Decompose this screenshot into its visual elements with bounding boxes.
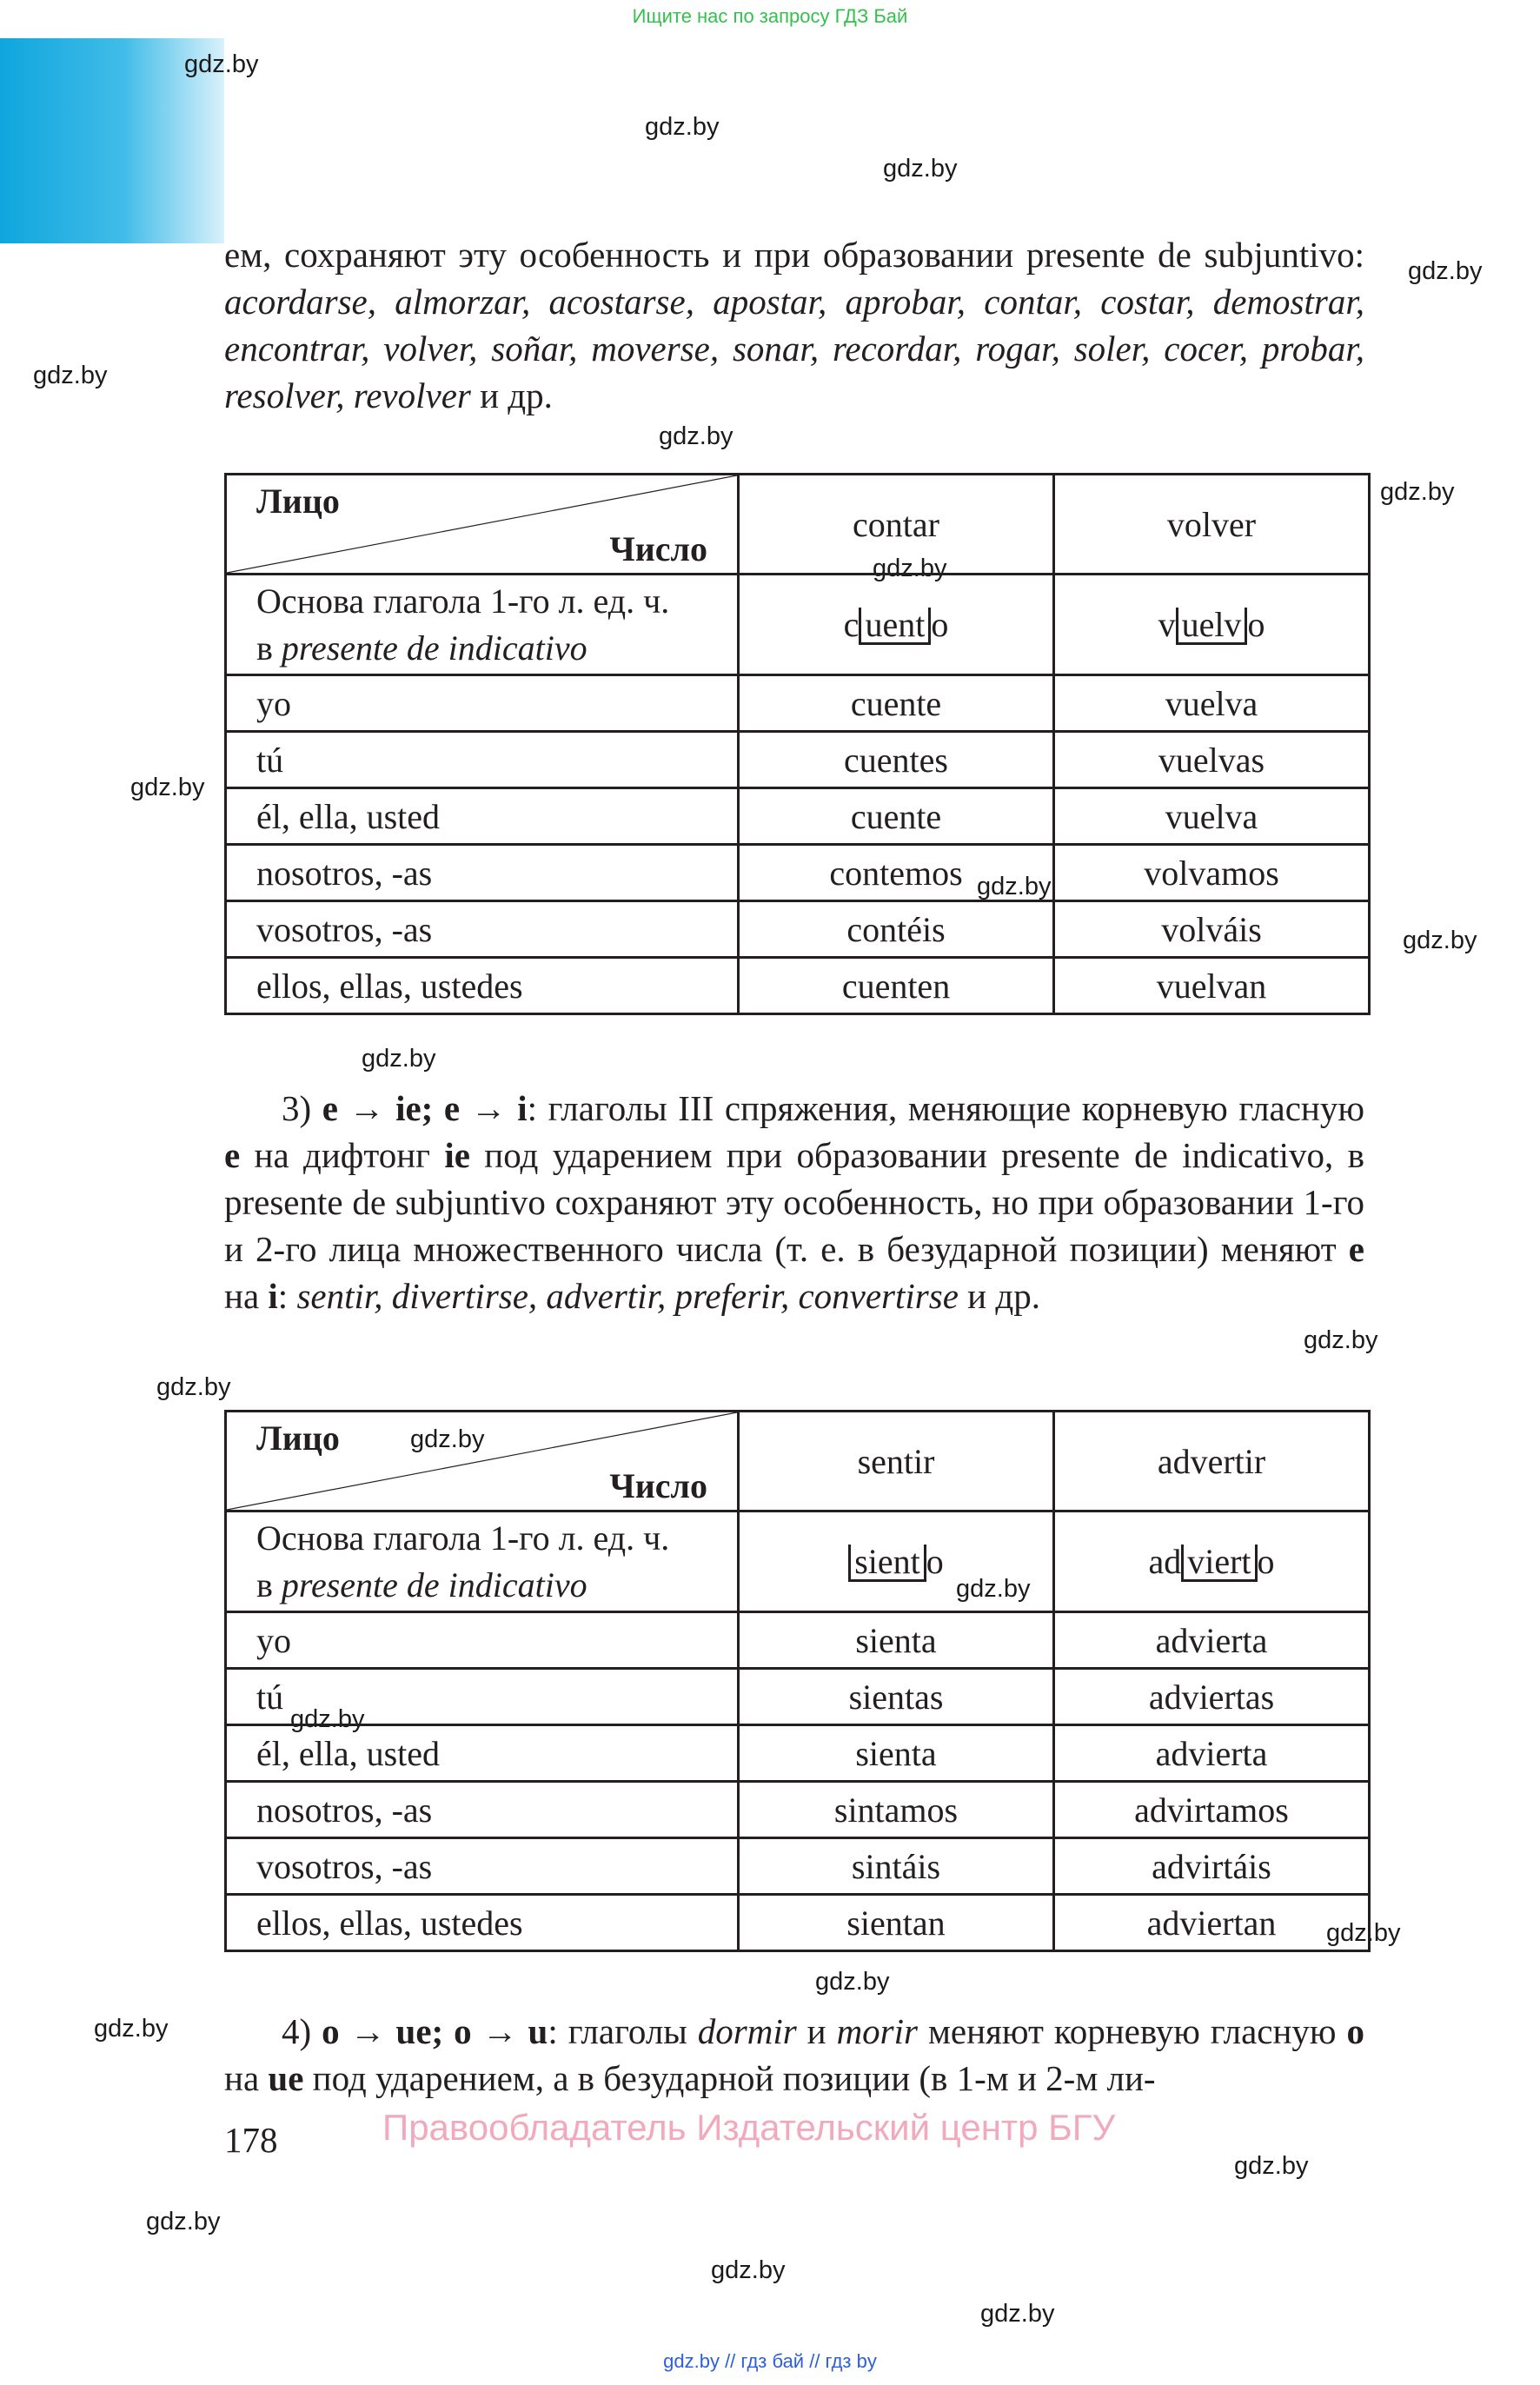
verb-form-cell: sintamos: [739, 1782, 1054, 1838]
watermark: gdz.by: [1408, 257, 1483, 285]
number-label: Число: [609, 529, 707, 568]
base-label: Основа глагола 1-го л. ед. ч. в presente de indicativo: [226, 575, 739, 675]
watermark: gdz.by: [146, 2208, 221, 2236]
person-cell: vosotros, -as: [226, 1838, 739, 1895]
watermark: gdz.by: [883, 155, 958, 183]
person-cell: ellos, ellas, ustedes: [226, 958, 739, 1014]
conjugation-table-contar-volver: [224, 473, 1371, 1015]
table-row: [226, 901, 1370, 958]
person-cell: yo: [226, 1612, 739, 1669]
number-label: Число: [609, 1466, 707, 1505]
person-cell: vosotros, -as: [226, 901, 739, 958]
stem-bracket: uelv: [1176, 608, 1248, 645]
person-label: Лицо: [256, 482, 340, 521]
person-cell: nosotros, -as: [226, 845, 739, 901]
intro-paragraph: ем, сохраняют эту особенность и при образовании presente de subjuntivo: acordarse, almorzar, acostarse, apostar, aprobar, contar, costar, demostrar, encontrar, volver, soñar, moverse, sonar, recordar, rogar, soler, cocer, probar, resolver, revolver и др.: [224, 235, 1364, 415]
watermark: gdz.by: [1234, 2152, 1309, 2180]
verb-form-cell: advierta: [1054, 1612, 1370, 1669]
verb-form-cell: contéis: [739, 901, 1054, 958]
person-number-header: [226, 475, 739, 575]
watermark: gdz.by: [873, 555, 947, 582]
conjugation-table-sentir-advertir: [224, 1410, 1371, 1952]
verb-form-cell: sienta: [739, 1725, 1054, 1782]
section-3-paragraph: 3) e → ie; e → i: глаголы III спряжения, меняющие корневую гласную e на дифтонг ie под ударением при образовании presente de indicativo, в presente de subjuntivo сохраняют эту особенность, но при образовании 1-го и 2-го лица множественного числа (т. е. в безударной позиции) меняют e на i: sentir, divertirse, advertir, preferir, convertirse и др.: [224, 1088, 1365, 1316]
watermark: gdz.by: [156, 1373, 231, 1401]
verb-form-cell: cuenten: [739, 958, 1054, 1014]
table-row: [226, 845, 1370, 901]
table-row: [226, 575, 1370, 675]
verb-form-cell: vuelva: [1054, 788, 1370, 845]
bottom-banner: gdz.by // гдз бай // гдз by: [663, 2350, 877, 2372]
stem-bracket: uent: [859, 608, 931, 645]
person-label: Лицо: [256, 1418, 340, 1458]
rule-text: e → ie; e → i: [322, 1088, 528, 1128]
verb-header: contar: [739, 475, 1054, 575]
verb-header: advertir: [1054, 1412, 1370, 1511]
watermark: gdz.by: [184, 50, 259, 78]
verb-form-cell: advierta: [1054, 1725, 1370, 1782]
table-row: [226, 1725, 1370, 1782]
table-row: [226, 788, 1370, 845]
verb-form-cell: advirtáis: [1054, 1838, 1370, 1895]
watermark: gdz.by: [1403, 927, 1477, 954]
top-banner: Ищите нас по запросу ГДЗ Бай: [632, 5, 908, 27]
watermark: gdz.by: [1326, 1919, 1401, 1947]
person-cell: nosotros, -as: [226, 1782, 739, 1838]
person-cell: ellos, ellas, ustedes: [226, 1895, 739, 1951]
watermark: gdz.by: [130, 774, 205, 801]
table-row: [226, 1669, 1370, 1725]
watermark: gdz.by: [659, 422, 733, 450]
verb-list: sentir, divertirse, advertir, preferir, convertirse: [296, 1276, 959, 1316]
base-form: sient o: [739, 1511, 1054, 1612]
verb-form-cell: advirtamos: [1054, 1782, 1370, 1838]
table-row: [226, 1895, 1370, 1951]
watermark: gdz.by: [711, 2256, 786, 2284]
base-label: Основа глагола 1-го л. ед. ч. в presente de indicativo: [226, 1511, 739, 1612]
table-row: [226, 1838, 1370, 1895]
table-header-row: [226, 1412, 1370, 1511]
verb-form-cell: vuelvas: [1054, 732, 1370, 788]
watermark: gdz.by: [815, 1968, 890, 1996]
verb-form-cell: adviertas: [1054, 1669, 1370, 1725]
verb-form-cell: contemos: [739, 845, 1054, 901]
verb-form-cell: cuente: [739, 788, 1054, 845]
table-header-row: [226, 475, 1370, 575]
verb-list: acordarse, almorzar, acostarse, apostar, aprobar, contar, costar, demostrar, encontrar, volver, soñar, moverse, sonar, recordar, rogar, soler, cocer, probar, resolver, revolver: [224, 282, 1364, 415]
copyright-notice: Правообладатель Издательский центр БГУ: [382, 2107, 1116, 2148]
verb-form-cell: cuentes: [739, 732, 1054, 788]
table-row: [226, 958, 1370, 1014]
verb-header: sentir: [739, 1412, 1054, 1511]
verb-header: volver: [1054, 475, 1370, 575]
section-4-paragraph: 4) o → ue; o → u: глаголы dormir и morir меняют корневую гласную o на ue под ударением, а в безударной позиции (в 1-м и 2-м ли-: [224, 2011, 1364, 2098]
base-form: v uelv o: [1054, 575, 1370, 675]
verb-form-cell: sientas: [739, 1669, 1054, 1725]
page-number: 178: [224, 2120, 278, 2160]
verb-form-cell: vuelvan: [1054, 958, 1370, 1014]
stem-bracket: sient: [848, 1545, 926, 1582]
table-row: [226, 732, 1370, 788]
verb-form-cell: sientan: [739, 1895, 1054, 1951]
watermark: gdz.by: [1304, 1326, 1378, 1354]
stem-bracket: viert: [1181, 1545, 1257, 1582]
person-cell: tú: [226, 1669, 739, 1725]
person-number-header: [226, 1412, 739, 1511]
base-form: ad viert o: [1054, 1511, 1370, 1612]
watermark: gdz.by: [33, 362, 108, 389]
table-row: [226, 1612, 1370, 1669]
watermark: gdz.by: [977, 873, 1052, 900]
watermark: gdz.by: [94, 2015, 169, 2043]
verb-form-cell: volvamos: [1054, 845, 1370, 901]
verb-form-cell: vuelva: [1054, 675, 1370, 732]
verb-form-cell: volváis: [1054, 901, 1370, 958]
watermark: gdz.by: [1380, 478, 1455, 506]
person-cell: tú: [226, 732, 739, 788]
rule-text: o → ue; o → u: [322, 2011, 548, 2051]
verb-form-cell: sienta: [739, 1612, 1054, 1669]
table-row: [226, 1782, 1370, 1838]
watermark: gdz.by: [645, 113, 720, 141]
person-cell: él, ella, usted: [226, 788, 739, 845]
verb-form-cell: cuente: [739, 675, 1054, 732]
watermark: gdz.by: [410, 1425, 485, 1453]
table-row: [226, 1511, 1370, 1612]
table-row: [226, 675, 1370, 732]
watermark: gdz.by: [290, 1705, 365, 1733]
verb-form-cell: sintáis: [739, 1838, 1054, 1895]
watermark: gdz.by: [362, 1045, 436, 1073]
base-form: c uent o: [739, 575, 1054, 675]
verb-form-cell: adviertan: [1054, 1895, 1370, 1951]
watermark: gdz.by: [956, 1575, 1031, 1603]
watermark: gdz.by: [980, 2300, 1055, 2328]
person-cell: yo: [226, 675, 739, 732]
person-cell: él, ella, usted: [226, 1725, 739, 1782]
